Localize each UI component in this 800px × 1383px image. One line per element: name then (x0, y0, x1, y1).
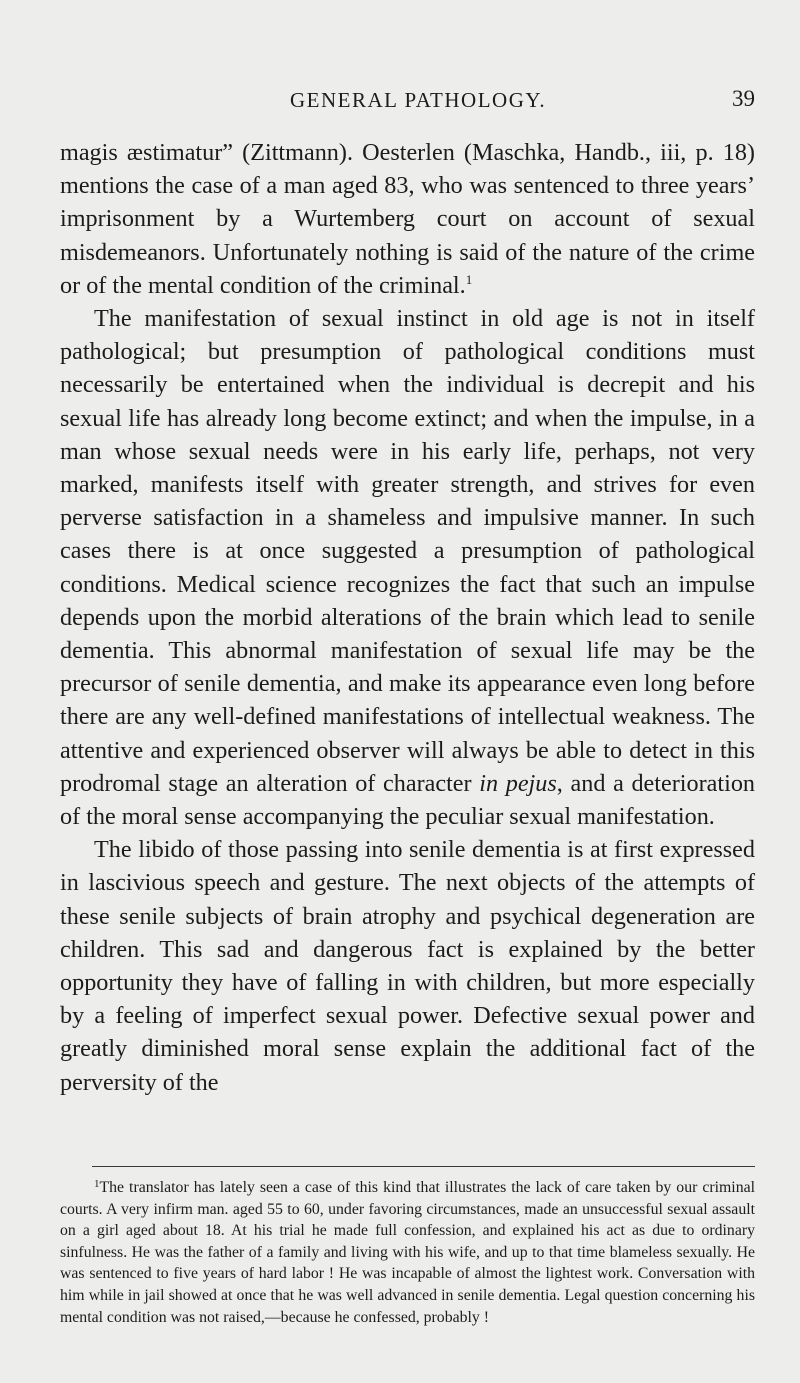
paragraph-2-text: The manifestation of sexual instinct in old age is not in itself pathological; but presumption of pathological conditions must necessarily be entertained when the individual is decrepit and his sexual life has already long become extinct; and when the impulse, in a man whose sexual needs were in his early life, perhaps, not very marked, manifests itself with greater strength, and strives for even perverse satisfaction in a shameless and impulsive manner. In such cases there is at once suggested a presumption of pathological conditions. Medical science recognizes the fact that such an impulse depends upon the morbid alterations of the brain which lead to senile dementia. This abnormal manifestation of sexual life may be the precursor of senile dementia, and make its appearance even long before there are any well-defined manifestations of intellectual weakness. The attentive and experienced observer will always be able to detect in this prodromal stage an alteration of character (60, 305, 755, 797)
paragraph-2 (60, 302, 755, 833)
footnote-divider (92, 1166, 755, 1167)
footnote-text: The translator has lately seen a case of this kind that illustrates the lack of care taken by our criminal courts. A very infirm man. aged 55 to 60, under favoring circumstances, made an unsuccessful sexual assault on a girl aged about 18. At his trial he made full confession, and explained his act as due to ordinary sinfulness. He was the father of a family and living with his wife, and up to that time blameless sexually. He was sentenced to five years of hard labor ! He was incapable of almost the lightest work. Conversation with him while in jail showed at once that he was well advanced in senile dementia. Legal question concerning his mental condition was not raised,—because he confessed, probably ! (60, 1179, 755, 1326)
footnote-reference: 1 (465, 271, 473, 287)
paragraph-2-tail: , and a deterioration of the moral sense accompanying the peculiar sexual manifestation. (60, 769, 756, 831)
footnote-marker: 1 (94, 1178, 100, 1190)
paragraph-1-text: magis æstimatur” (Zittmann). Oesterlen (Maschka, Handb., iii, p. 18) mentions the case of a man aged 83, who was sentenced to three years’ imprisonment by a Wurtemberg court on account of sexual misdemeanors. Unfortunately nothing is said of the nature of the crime or of the mental condition of the criminal. (60, 139, 755, 299)
footnote (60, 1177, 755, 1328)
body-text (60, 136, 755, 1099)
footnote-paragraph (60, 1177, 755, 1328)
running-title: GENERAL PATHOLOGY. (290, 88, 547, 112)
paragraph-1 (60, 136, 755, 302)
latin-phrase: in pejus (479, 769, 557, 797)
page-header (60, 88, 755, 118)
page-number: 39 (732, 86, 755, 111)
paragraph-3-text: The libido of those passing into senile dementia is at first expressed in lascivious speech and gesture. The next objects of the attempts of these senile subjects of brain atrophy and psychical degeneration are children. This sad and dangerous fact is explained by the better opportunity they have of falling in with children, but more especially by a feeling of imperfect sexual power. Defective sexual power and greatly diminished moral sense explain the additional fact of the perversity of the (60, 836, 755, 1096)
paragraph-3 (60, 833, 755, 1099)
